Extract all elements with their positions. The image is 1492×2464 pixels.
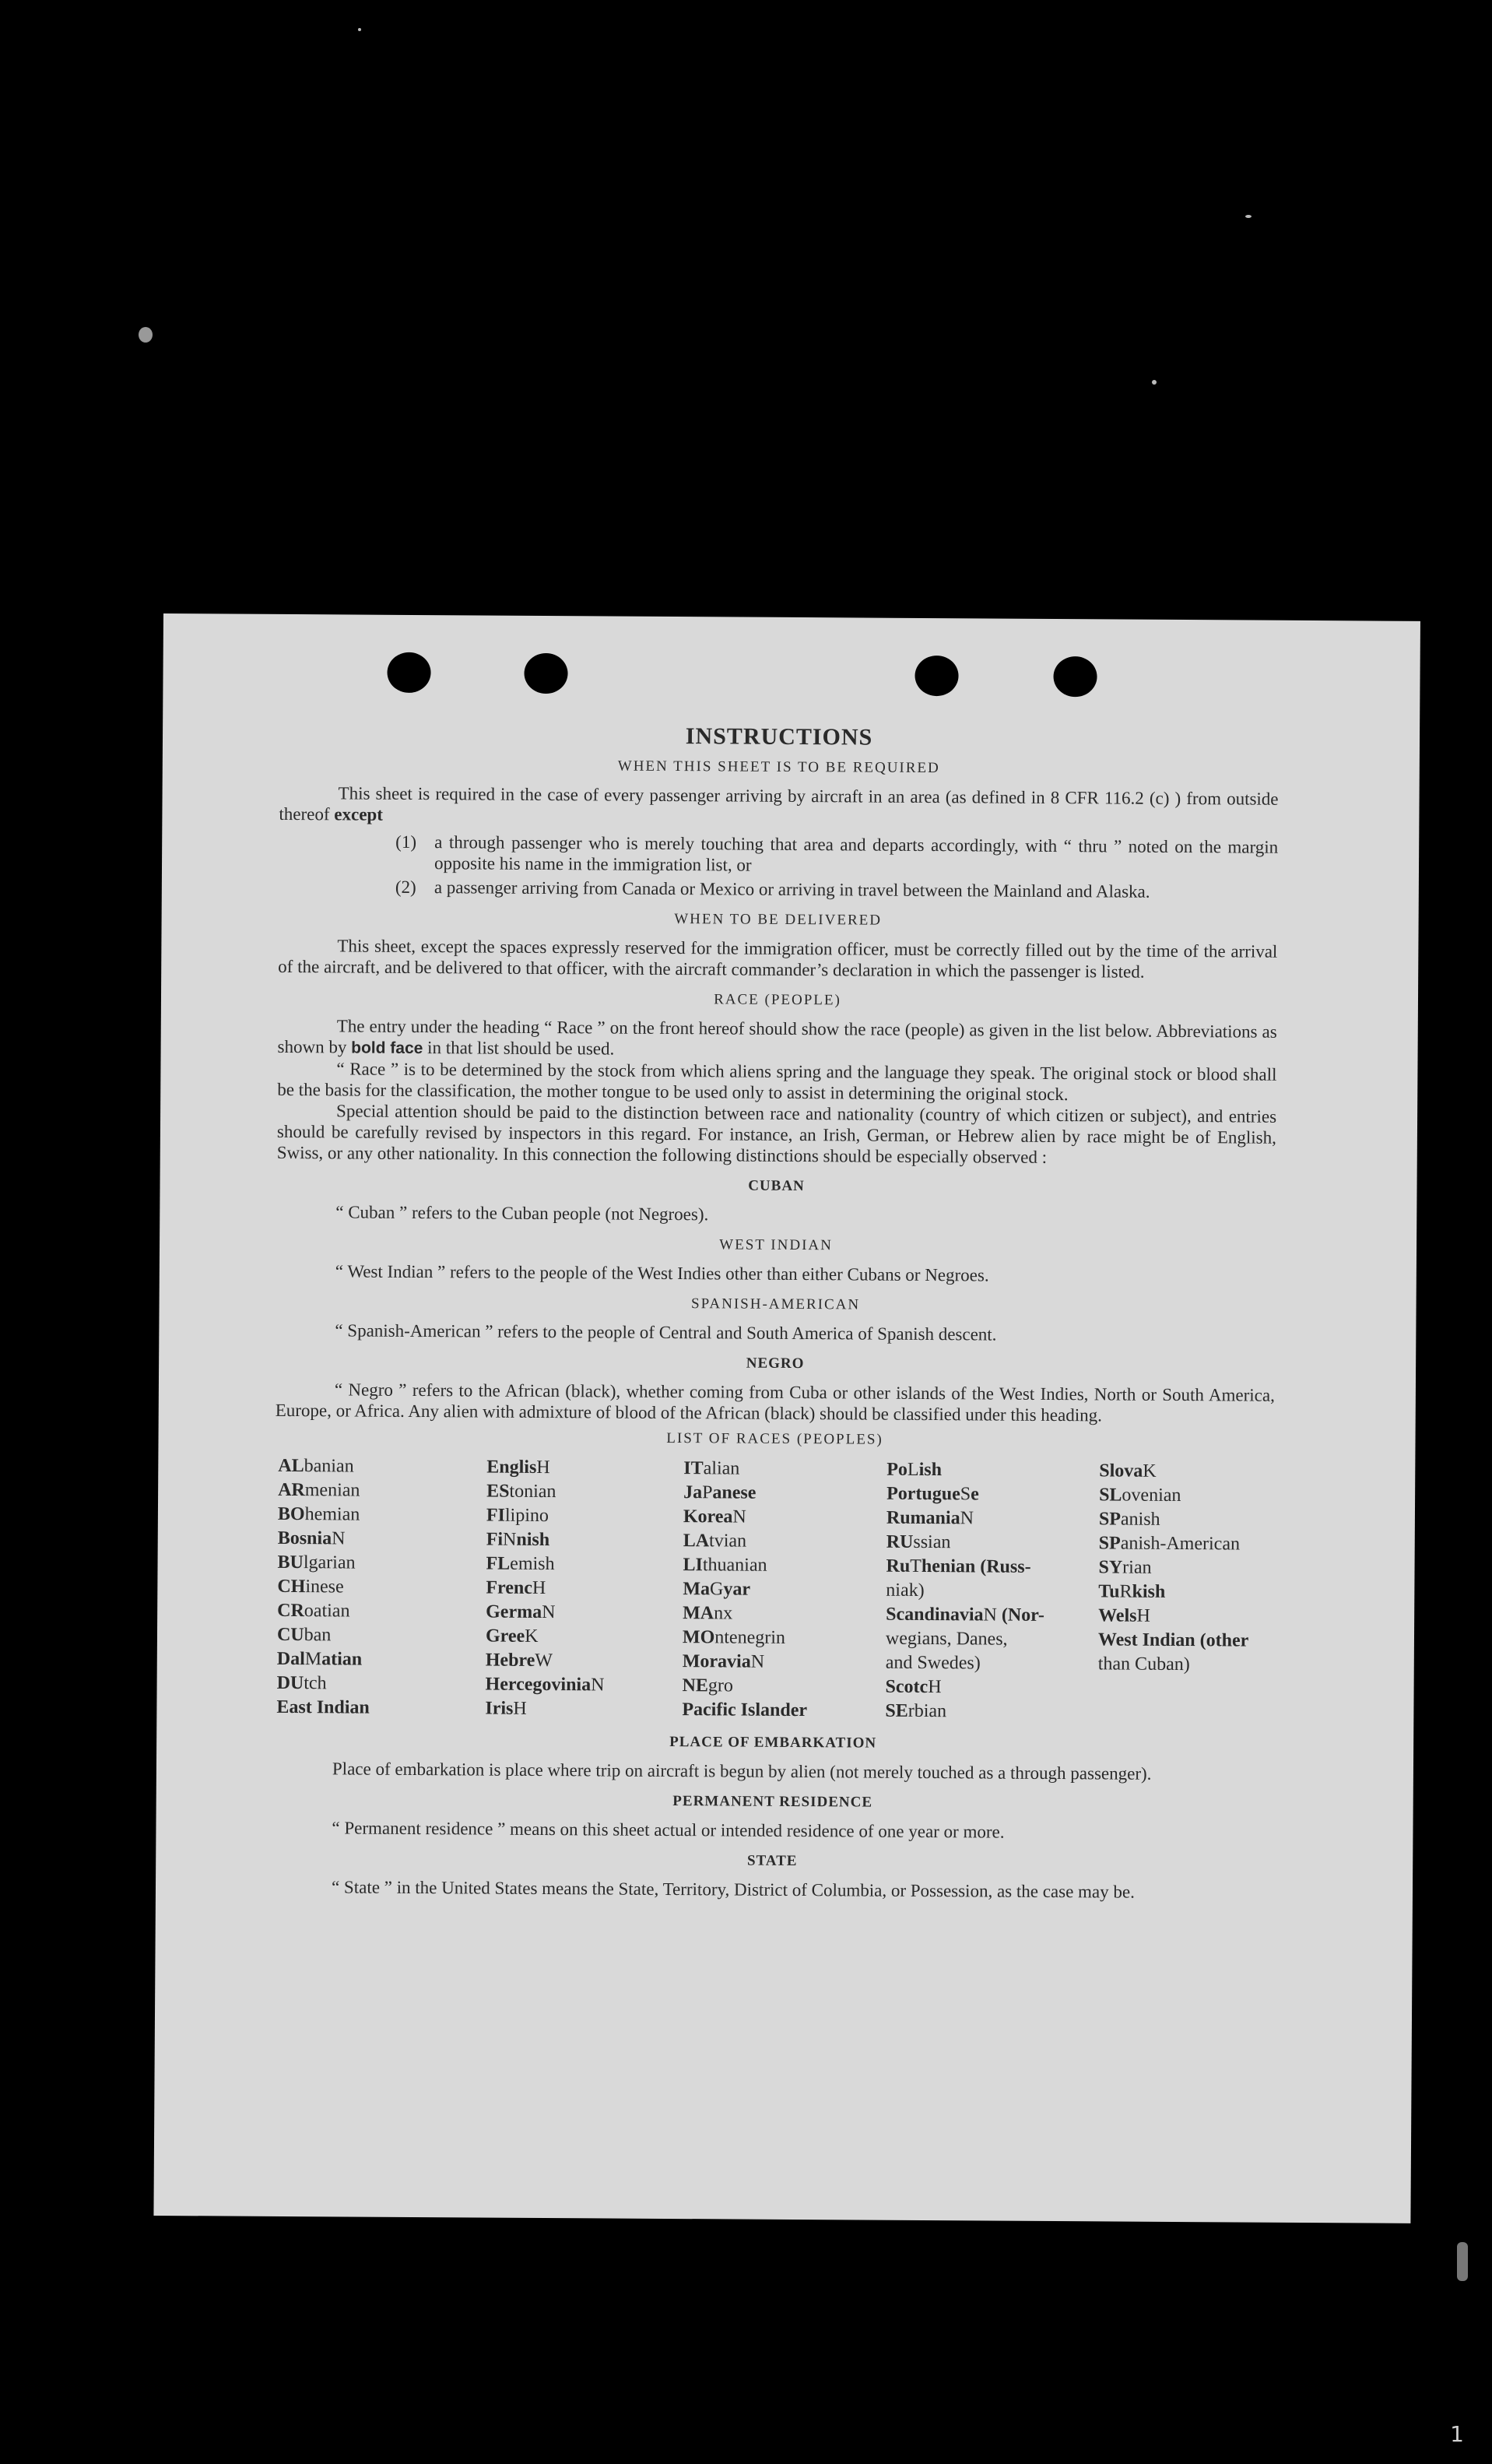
race-column [1097,1459,1274,1725]
scan-speck [1152,380,1157,385]
race-entry: SLovenian [1099,1485,1181,1506]
punch-hole [387,652,430,693]
race-entry: BOhemian [277,1503,360,1525]
race-entry: RuThenian (Russ- [886,1555,1031,1577]
race-entry: and Swedes) [885,1652,981,1674]
race-list [276,1454,1274,1726]
section-heading: RACE (PEOPLE) [714,991,841,1009]
race-entry: MOntenegrin [682,1627,786,1648]
punch-hole [524,653,567,694]
race-entry: RumaniaN [886,1507,974,1529]
race-entry: BosniaN [277,1527,346,1549]
section-heading: CUBAN [748,1177,805,1195]
paragraph: Special attention should be paid to the distinction between race and nationality (country of which citizen or subject), and entries should be carefully revised by inspectors in this regard. For instance, an Irish, German, or Hebrew alien by race might be of English, Swiss, or any other nationality. In this connection the following distinctions should be especially observed : [276,1101,1277,1167]
list-item: (1) a through passenger who is merely touching that area and departs accordingly, with “ thru ” noted on the margin opposite his name in the immigration list, or [395,831,1279,875]
paragraph: “ State ” in the United States means the State, Territory, District of Columbia, or Possession, as the case may be. [331,1877,1135,1902]
race-entry: LAtvian [683,1531,747,1552]
race-entry: ARmenian [278,1479,360,1501]
race-entry: MoraviaN [682,1651,765,1672]
race-entry: GermaN [486,1601,556,1623]
race-entry: EnglisH [486,1457,550,1478]
race-entry: SYrian [1098,1557,1152,1578]
race-entry: PoLish [886,1459,943,1481]
race-entry: than Cuban) [1097,1654,1190,1675]
scan-speck [1457,2242,1468,2281]
race-column [276,1454,476,1721]
section-heading: WHEN TO BE DELIVERED [674,911,883,929]
section-heading: NEGRO [746,1355,805,1373]
section-heading: LIST OF RACES (PEOPLES) [666,1429,883,1448]
section-heading: PERMANENT RESIDENCE [672,1793,873,1811]
race-entry: SErbian [885,1700,947,1722]
race-entry: WelsH [1098,1605,1150,1626]
paragraph: “ Spanish-American ” refers to the people of Central and South America of Spanish descent. [335,1320,997,1344]
exception-list [279,831,1278,903]
race-entry: West Indian (other [1097,1629,1249,1651]
scan-speck [358,28,361,31]
punch-hole [915,656,958,696]
race-entry: ALbanian [278,1455,354,1477]
section-heading: STATE [746,1852,798,1870]
race-entry: CRoatian [277,1600,350,1622]
race-entry: NEgro [682,1675,734,1696]
race-entry: East Indian [276,1696,370,1718]
section-heading: SPANISH-AMERICAN [690,1295,861,1313]
race-entry: EStonian [486,1481,556,1503]
race-entry: HebreW [485,1650,553,1671]
race-entry: DalMatian [276,1648,363,1670]
scan-speck [139,327,153,343]
paragraph: “ Cuban ” refers to the Cuban people (not Negroes). [335,1202,709,1225]
section-heading: WEST INDIAN [719,1236,833,1254]
race-entry: FLemish [486,1553,555,1575]
race-entry: SlovaK [1099,1460,1157,1482]
paragraph: This sheet, except the spaces expressly reserved for the immigration officer, must be correctly filled out by the time of the arrival of the aircraft, and be delivered to that officer, with the aircraft commander’s declaration in which the passenger is listed. [278,936,1278,982]
race-entry: FIlipino [486,1505,549,1527]
section-heading: WHEN THIS SHEET IS TO BE REQUIRED [617,757,940,777]
race-entry: ScandinaviaN (Nor- [886,1604,1045,1626]
race-entry: TuRkish [1098,1581,1166,1602]
race-entry: CUban [276,1624,332,1646]
page-title: INSTRUCTIONS [685,723,873,750]
race-entry: CHinese [277,1576,344,1598]
race-entry: LIthuanian [683,1555,767,1576]
race-entry: SPanish-American [1098,1533,1241,1555]
race-entry: ScotcH [885,1676,942,1698]
race-entry: HercegoviniaN [485,1674,605,1696]
instructions-body [272,723,1279,1903]
race-entry: PortugueSe [886,1483,979,1505]
page-number: 1 [1450,2421,1464,2447]
race-entry: GreeK [485,1626,539,1647]
race-entry: ITalian [683,1458,740,1479]
race-entry: SPanish [1098,1509,1160,1530]
paragraph: “ Race ” is to be determined by the stock from which aliens spring and the language they speak. The original stock or blood shall be the basis for the classification, the mother tongue to be used only to assist in determining the original stock. [277,1059,1277,1105]
race-entry: JaPanese [683,1482,757,1503]
instruction-sheet [153,613,1420,2223]
race-entry: DUtch [276,1672,327,1694]
paragraph: “ West Indian ” refers to the people of the West Indies other than either Cubans or Negroes. [335,1261,989,1285]
race-column [885,1458,1089,1725]
race-column [485,1456,673,1722]
paragraph: The entry under the heading “ Race ” on the front hereof should show the race (people) as given in the list below. Abbreviations as shown by bold face in that list should be used. [277,1016,1277,1059]
race-column [682,1457,876,1724]
race-entry: wegians, Danes, [885,1628,1008,1650]
race-entry: FrencH [486,1577,546,1599]
race-entry: IrisH [485,1698,527,1719]
race-entry: BUlgarian [277,1552,356,1573]
race-entry: KoreaN [683,1506,746,1527]
paragraph: “ Negro ” refers to the African (black), whether coming from Cuba or other islands of the West Indies, North or South America, Europe, or Africa. Any alien with admixture of blood of the African (black) should be classified under this heading. [275,1380,1275,1425]
race-entry: Pacific Islander [682,1699,808,1721]
section-heading: PLACE OF EMBARKATION [669,1733,877,1752]
list-item: (2) a passenger arriving from Canada or Mexico or arriving in travel between the Mainland and Alaska. [395,877,1150,902]
scan-speck [1245,215,1252,218]
paragraph: “ Permanent residence ” means on this sheet actual or intended residence of one year or more. [332,1818,1005,1842]
punch-hole [1053,656,1097,697]
race-entry: MaGyar [683,1579,751,1600]
paragraph: This sheet is required in the case of every passenger arriving by aircraft in an area (as defined in 8 CFR 116.2 (c) ) from outside thereof except [279,783,1279,824]
race-entry: FiNnish [486,1529,550,1551]
race-entry: niak) [886,1580,925,1601]
paragraph: Place of embarkation is place where trip on aircraft is begun by alien (not merely touched as a through passenger). [332,1759,1152,1784]
race-entry: MAnx [683,1603,733,1624]
race-entry: RUssian [886,1531,951,1553]
